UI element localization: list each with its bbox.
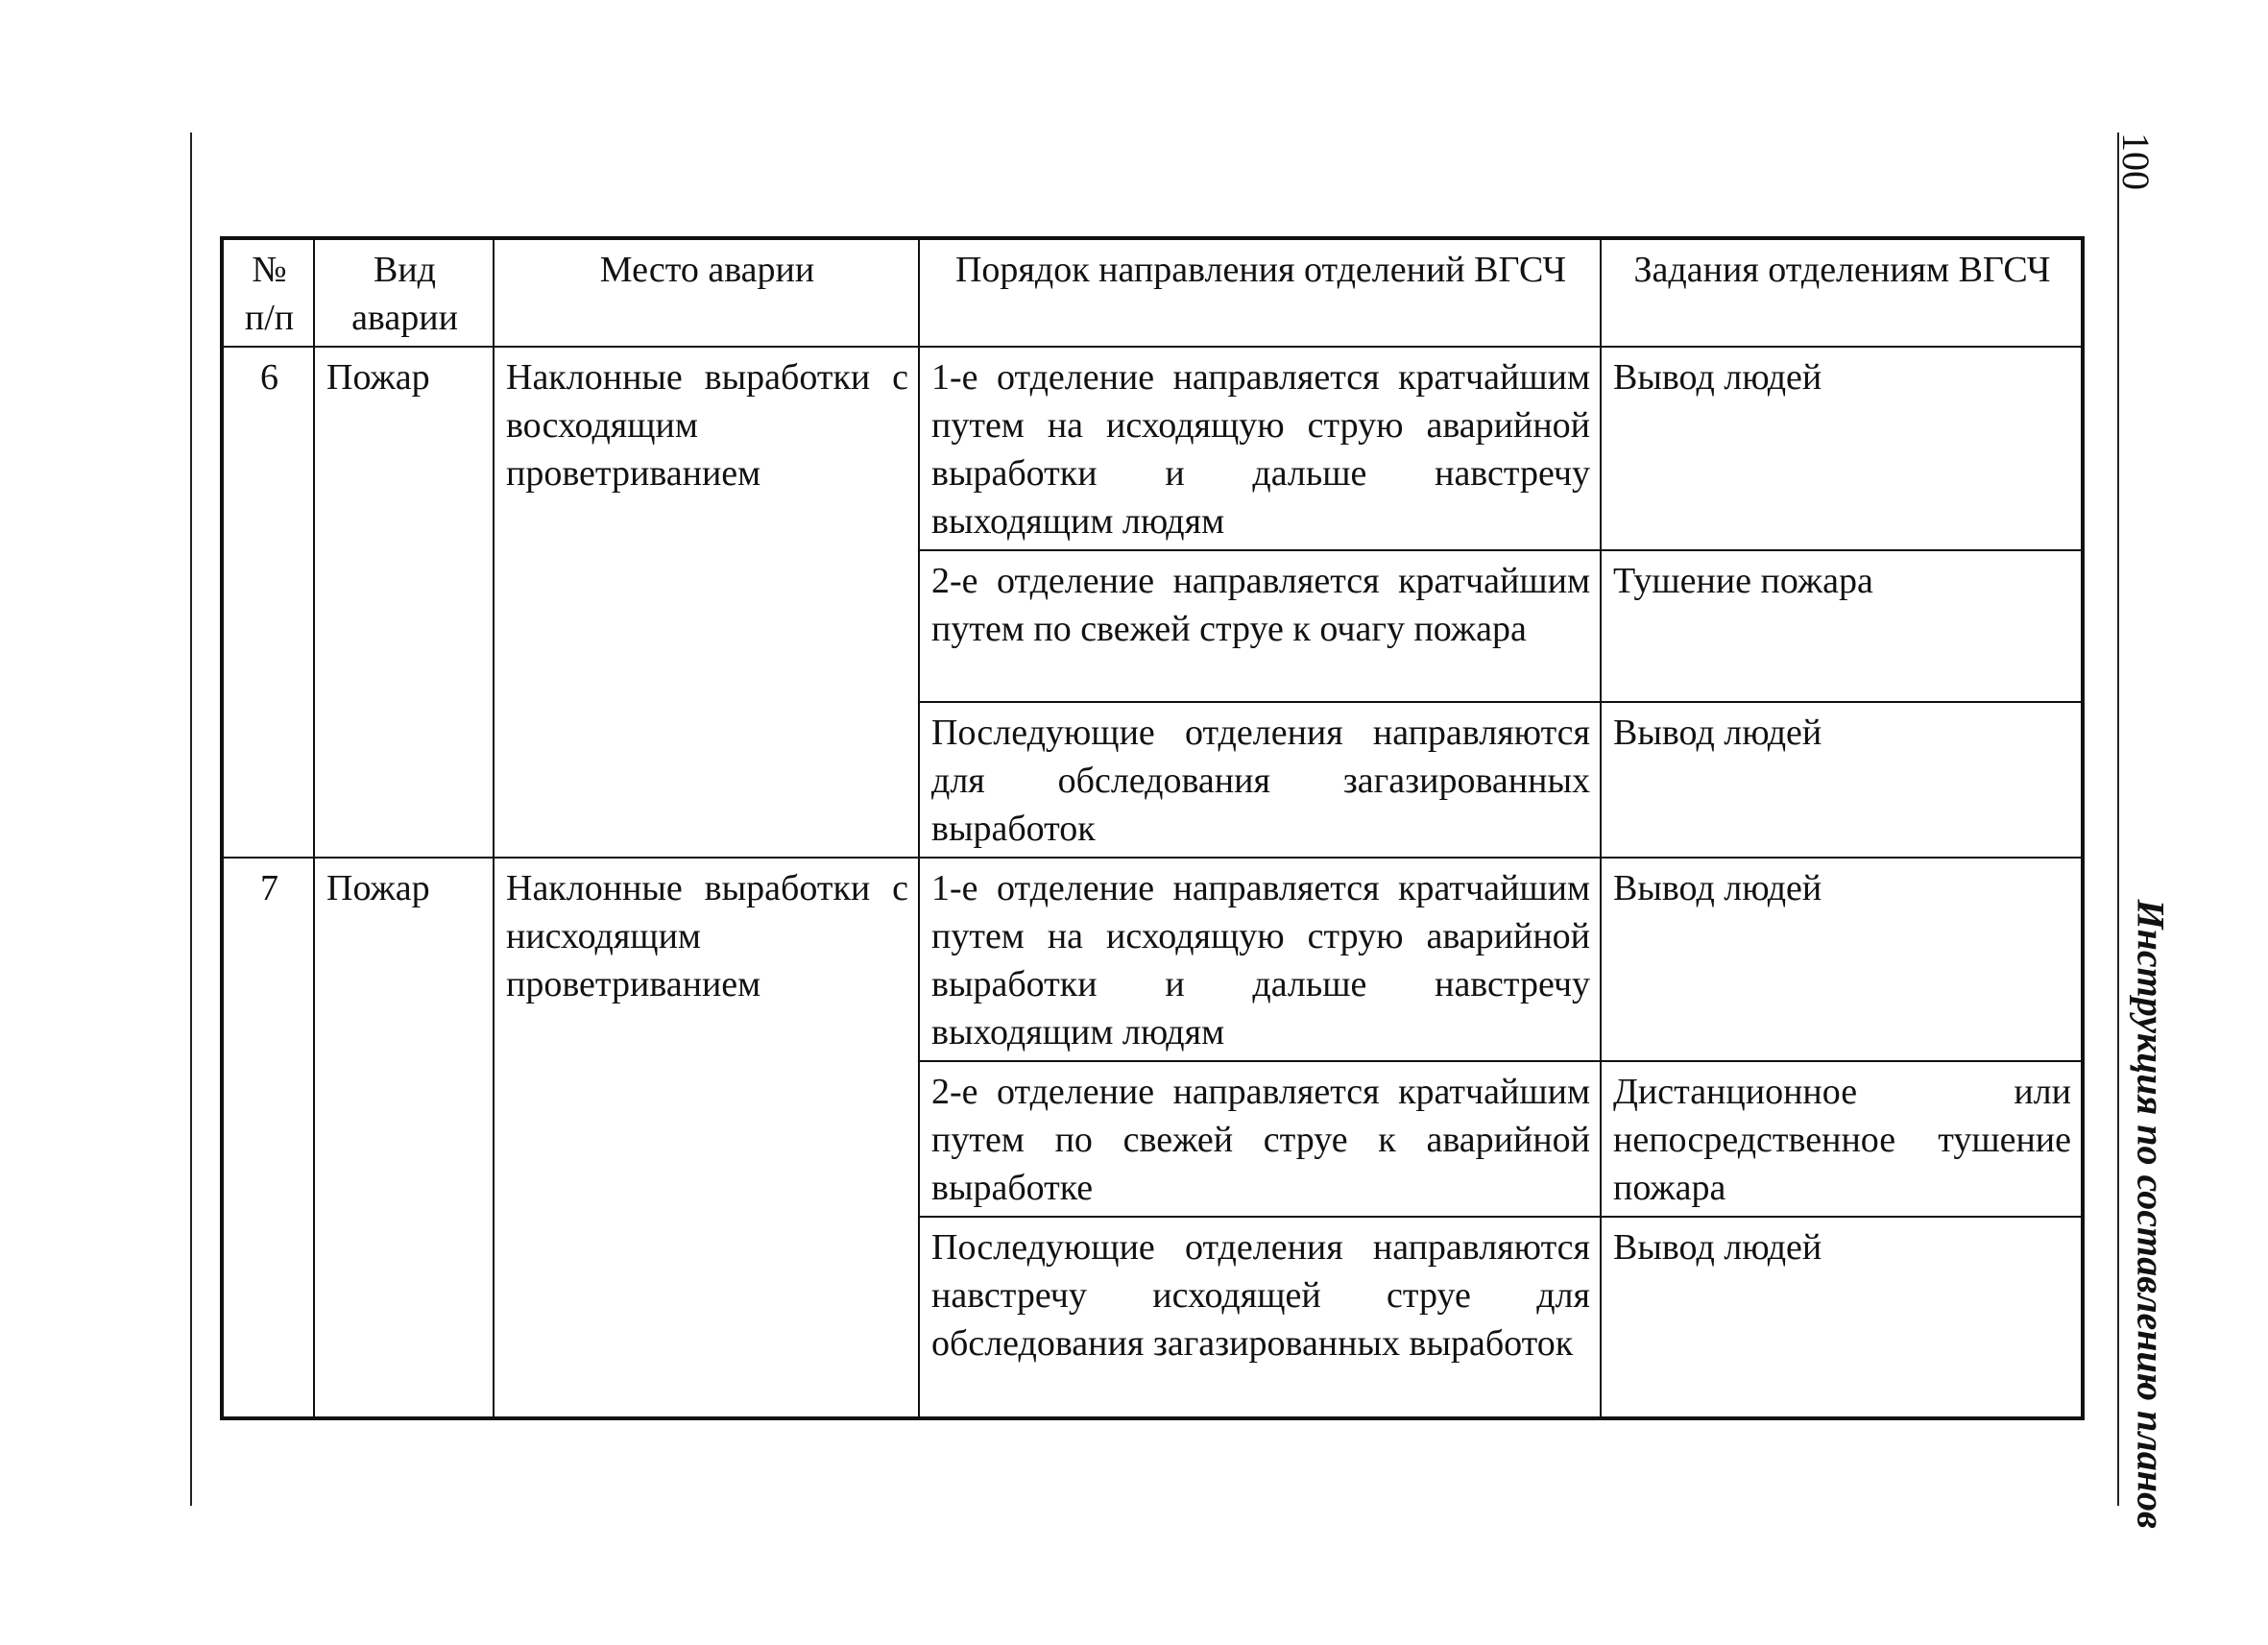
header-type: Вид аварии [314, 238, 494, 347]
team-task: Вывод людей [1601, 347, 2083, 550]
left-margin-rule [190, 133, 192, 1506]
team-task: Тушение пожара [1601, 550, 2083, 702]
header-tasks: Задания отделениям ВГСЧ [1601, 238, 2083, 347]
header-order: Порядок направления отделений ВГСЧ [919, 238, 1601, 347]
row-num: 7 [222, 858, 314, 1418]
emergency-response-table [220, 236, 2085, 1420]
accident-place: Наклонные выработки с нисходящим проветриванием [494, 858, 919, 1418]
row-num: 6 [222, 347, 314, 858]
team-task: Дистанционное или непосредственное тушение пожара [1601, 1061, 2083, 1217]
table-header-row [222, 238, 2083, 347]
dispatch-order: 1-е отделение направляется кратчайшим путем на исходящую струю аварийной выработки и дальше навстречу выходящим людям [919, 347, 1601, 550]
table-row [222, 347, 2083, 550]
dispatch-order: 1-е отделение направляется кратчайшим путем на исходящую струю аварийной выработки и дальше навстречу выходящим людям [919, 858, 1601, 1061]
accident-place: Наклонные выработки с восходящим проветриванием [494, 347, 919, 858]
team-task: Вывод людей [1601, 702, 2083, 858]
right-margin-rule [2117, 133, 2119, 1506]
running-title-text: Инструкция по составлению планов [2129, 899, 2173, 1529]
dispatch-order: 2-е отделение направляется кратчайшим путем по свежей струе к аварийной выработке [919, 1061, 1601, 1217]
team-task: Вывод людей [1601, 858, 2083, 1061]
dispatch-order: Последующие отделения направляются навстречу исходящей струе для обследования загазированных выработок [919, 1217, 1601, 1418]
header-num: № п/п [222, 238, 314, 347]
table-row [222, 858, 2083, 1061]
header-place: Место аварии [494, 238, 919, 347]
dispatch-order: 2-е отделение направляется кратчайшим путем по свежей струе к очагу пожара [919, 550, 1601, 702]
page-number-text: 100 [2114, 133, 2158, 190]
dispatch-order: Последующие отделения направляются для обследования загазированных выработок [919, 702, 1601, 858]
accident-type: Пожар [314, 347, 494, 858]
accident-type: Пожар [314, 858, 494, 1418]
team-task: Вывод людей [1601, 1217, 2083, 1418]
